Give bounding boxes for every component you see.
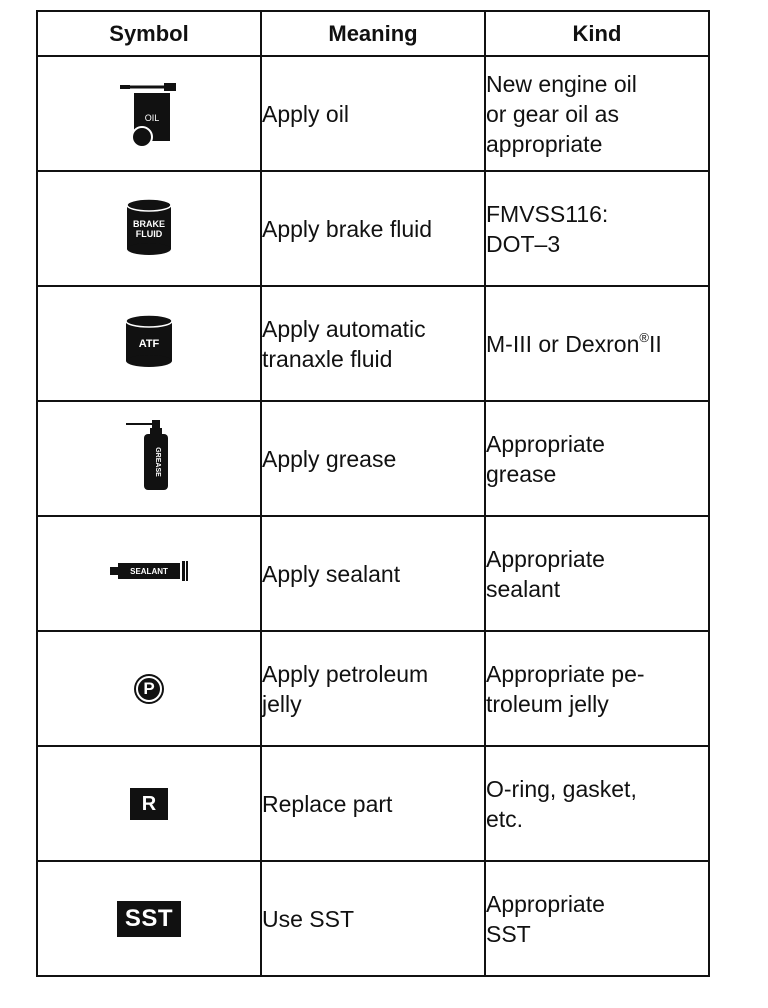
grease-spray-can-icon (124, 418, 174, 499)
header-symbol: Symbol (37, 11, 261, 56)
header-row (37, 11, 709, 56)
brake-fluid-can-icon (123, 197, 175, 260)
svg-text:FLUID: FLUID (135, 229, 163, 239)
symbol-cell (37, 401, 261, 516)
table-row (37, 746, 709, 861)
oil-can-icon (114, 73, 184, 154)
meaning-cell: Use SST (261, 861, 485, 976)
symbol-cell (37, 286, 261, 401)
table-row (37, 516, 709, 631)
kind-cell: New engine oil or gear oil as appropriate (485, 56, 709, 171)
svg-text:GREASE: GREASE (154, 447, 161, 477)
svg-text:BRAKE: BRAKE (132, 219, 166, 229)
table-row (37, 861, 709, 976)
symbols-table (36, 10, 710, 977)
kind-cell: O-ring, gasket, etc. (485, 746, 709, 861)
registered-mark: ® (639, 329, 649, 345)
table-row (37, 401, 709, 516)
kind-text-suffix: II (648, 330, 662, 357)
sst-icon: SST (117, 901, 181, 937)
header-kind: Kind (485, 11, 709, 56)
meaning-cell: Apply grease (261, 401, 485, 516)
header-meaning: Meaning (261, 11, 485, 56)
symbol-cell (37, 171, 261, 286)
replace-part-icon: R (130, 788, 168, 820)
sealant-tube-icon (108, 559, 190, 588)
kind-cell (485, 286, 709, 401)
svg-text:ATF: ATF (138, 338, 160, 350)
symbol-cell (37, 861, 261, 976)
table-row (37, 56, 709, 171)
kind-cell: Appropriate pe- troleum jelly (485, 631, 709, 746)
kind-text: M-III or Dexron (486, 330, 640, 357)
symbol-cell (37, 56, 261, 171)
meaning-cell: Apply sealant (261, 516, 485, 631)
kind-cell: FMVSS116: DOT–3 (485, 171, 709, 286)
meaning-cell: Apply automatic tranaxle fluid (261, 286, 485, 401)
table-row (37, 631, 709, 746)
meaning-cell: Apply petroleum jelly (261, 631, 485, 746)
symbol-cell (37, 516, 261, 631)
meaning-cell: Replace part (261, 746, 485, 861)
kind-cell: Appropriate SST (485, 861, 709, 976)
table-row (37, 286, 709, 401)
symbol-cell (37, 631, 261, 746)
kind-cell: Appropriate sealant (485, 516, 709, 631)
kind-cell: Appropriate grease (485, 401, 709, 516)
meaning-cell: Apply oil (261, 56, 485, 171)
petroleum-jelly-icon: P (134, 674, 164, 704)
svg-text:SEALANT: SEALANT (130, 567, 168, 576)
atf-can-icon (122, 313, 176, 374)
symbol-cell (37, 746, 261, 861)
table-row (37, 171, 709, 286)
meaning-cell: Apply brake fluid (261, 171, 485, 286)
svg-text:OIL: OIL (144, 113, 160, 123)
